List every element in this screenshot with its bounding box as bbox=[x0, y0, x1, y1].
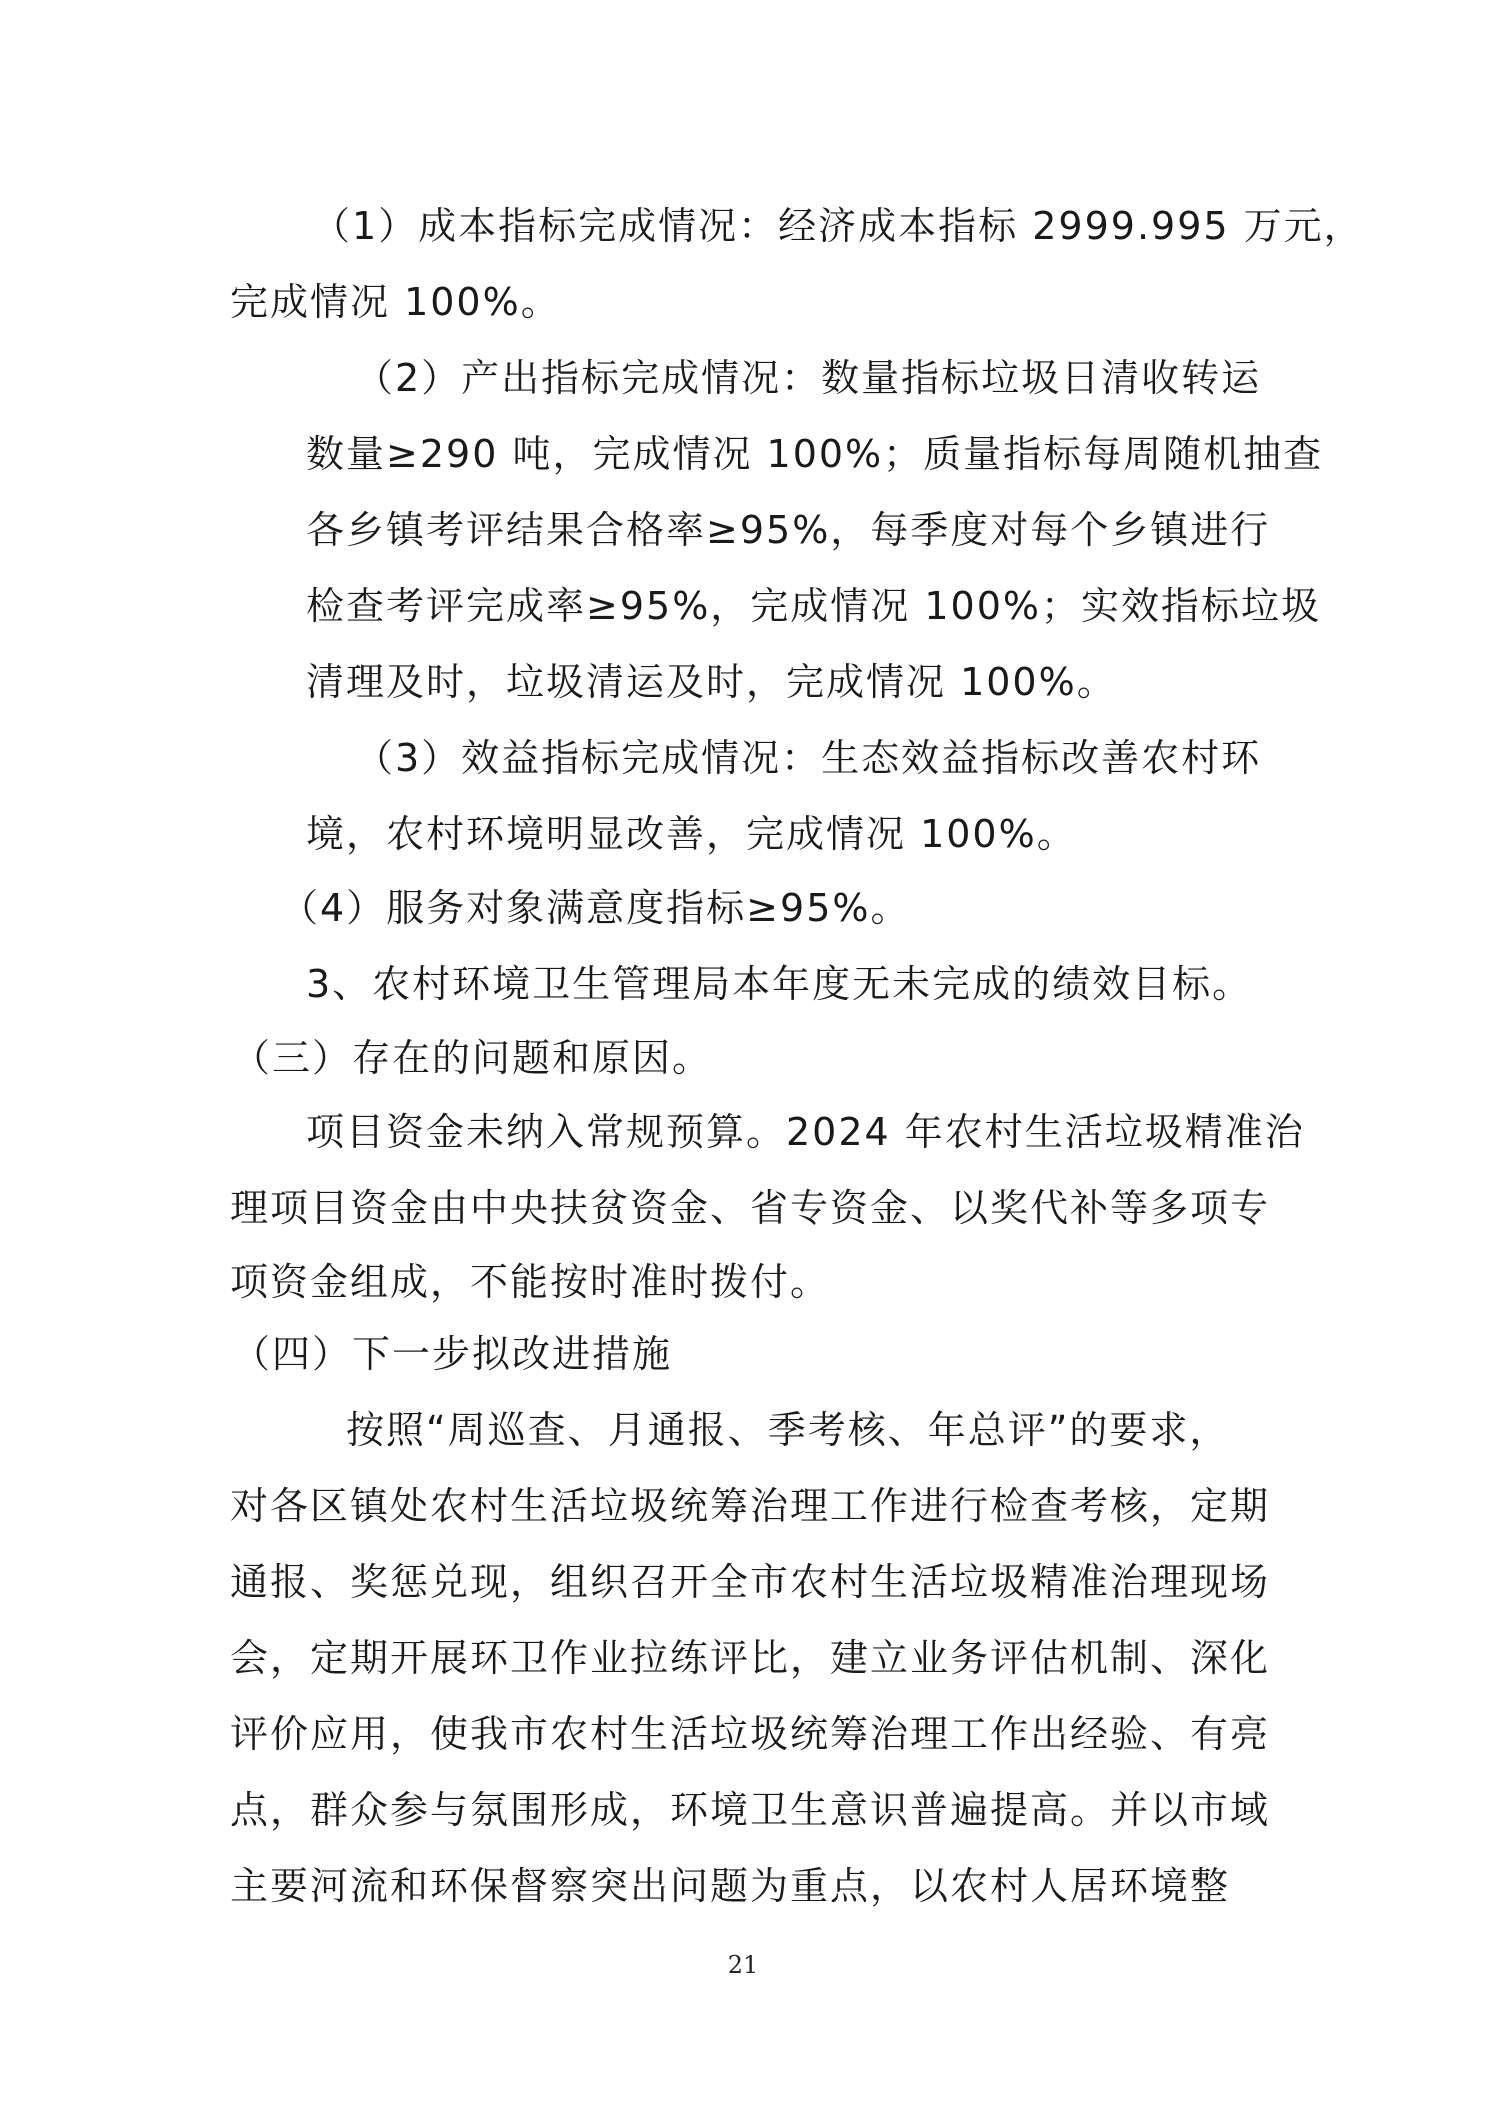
paragraph-line: 境，农村环境明显改善，完成情况 100%。 bbox=[306, 812, 1077, 856]
paragraph-line: （4）服务对象满意度指标≥95%。 bbox=[280, 886, 911, 930]
section-heading: （四）下一步拟改进措施 bbox=[232, 1332, 673, 1376]
paragraph-line: 对各区镇处农村生活垃圾统筹治理工作进行检查考核，定期 bbox=[230, 1484, 1271, 1528]
paragraph-line: 清理及时，垃圾清运及时，完成情况 100%。 bbox=[306, 660, 1117, 704]
paragraph-line: 完成情况 100%。 bbox=[230, 280, 561, 324]
paragraph-line: 评价应用，使我市农村生活垃圾统筹治理工作出经验、有亮 bbox=[230, 1712, 1271, 1756]
paragraph-line: 点，群众参与氛围形成，环境卫生意识普遍提高。并以市域 bbox=[230, 1788, 1271, 1832]
paragraph-line: 按照“周巡查、月通报、季考核、年总评”的要求， bbox=[346, 1408, 1230, 1452]
paragraph-line: （2）产出指标完成情况：数量指标垃圾日清收转运 bbox=[355, 356, 1262, 400]
paragraph-line: 项目资金未纳入常规预算。2024 年农村生活垃圾精准治 bbox=[306, 1110, 1305, 1154]
paragraph-line: 各乡镇考评结果合格率≥95%，每季度对每个乡镇进行 bbox=[306, 508, 1271, 552]
paragraph-line: 主要河流和环保督察突出问题为重点，以农村人居环境整 bbox=[230, 1864, 1231, 1908]
paragraph-line: 会，定期开展环卫作业拉练评比，建立业务评估机制、深化 bbox=[230, 1636, 1271, 1680]
paragraph-line: 项资金组成，不能按时准时拨付。 bbox=[230, 1260, 831, 1304]
paragraph-line: （3）效益指标完成情况：生态效益指标改善农村环 bbox=[355, 736, 1262, 780]
paragraph-line: 检查考评完成率≥95%，完成情况 100%；实效指标垃圾 bbox=[306, 584, 1322, 628]
page-number: 21 bbox=[727, 1951, 759, 1979]
paragraph-line: 数量≥290 吨，完成情况 100%；质量指标每周随机抽查 bbox=[306, 432, 1324, 476]
paragraph-line: 理项目资金由中央扶贫资金、省专资金、以奖代补等多项专 bbox=[230, 1186, 1271, 1230]
paragraph-line: （1）成本指标完成情况：经济成本指标 2999.995 万元， bbox=[312, 204, 1364, 248]
section-heading: （三）存在的问题和原因。 bbox=[232, 1036, 713, 1080]
paragraph-line: 通报、奖惩兑现，组织召开全市农村生活垃圾精准治理现场 bbox=[230, 1560, 1271, 1604]
paragraph-line: 3、农村环境卫生管理局本年度无未完成的绩效目标。 bbox=[306, 962, 1253, 1006]
